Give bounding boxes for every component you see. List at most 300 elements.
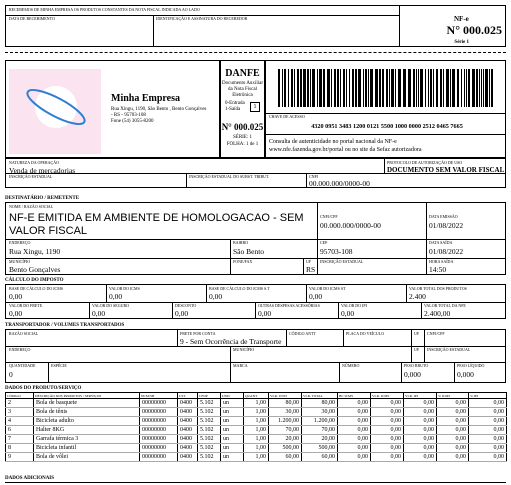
recipient-section-title: DESTINATÁRIO / REMETENTE bbox=[5, 196, 80, 201]
recipient-cep-value: 95703-108 bbox=[320, 247, 353, 256]
product-ncm: 00000000 bbox=[140, 453, 178, 462]
barcode-bar bbox=[389, 69, 390, 107]
barcode-bar bbox=[300, 69, 302, 107]
product-cfop: 5.102 bbox=[198, 435, 221, 444]
barcode-bar bbox=[284, 69, 286, 107]
recipient-cnpj-value: 00.000.000/0000-00 bbox=[320, 221, 381, 230]
additional-box-top bbox=[5, 482, 506, 483]
barcode-bar bbox=[428, 69, 429, 107]
barcode-bar bbox=[379, 69, 381, 107]
product-ncm: 00000000 bbox=[140, 417, 178, 426]
barcode-bar bbox=[291, 69, 293, 107]
barcode-bar bbox=[331, 69, 332, 107]
barcode-bar bbox=[408, 69, 411, 107]
product-unit: un bbox=[221, 435, 244, 444]
product-bc-icms: 0,00 bbox=[338, 417, 371, 426]
barcode-bar bbox=[294, 69, 295, 107]
product-ipi-rate: 0,00 bbox=[469, 399, 507, 408]
barcode-bar bbox=[398, 69, 401, 107]
danfe-tipo-box: 1 bbox=[250, 102, 260, 112]
barcode-bar bbox=[343, 69, 345, 107]
product-unit-price: 20,00 bbox=[269, 435, 302, 444]
tax-ipi-label: VALOR DO IPI bbox=[341, 303, 367, 308]
product-cfop: 5.102 bbox=[198, 408, 221, 417]
product-description: Halter 8KG bbox=[34, 426, 140, 435]
product-row bbox=[6, 444, 507, 453]
product-total: 70,00 bbox=[302, 426, 338, 435]
product-ipi: 0,00 bbox=[404, 444, 437, 453]
barcode-bar bbox=[386, 69, 388, 107]
product-ipi-rate: 0,00 bbox=[469, 453, 507, 462]
carrier-name-label: RAZÃO SOCIAL bbox=[9, 331, 39, 336]
recipient-city-value: Bento Gonçalves bbox=[9, 265, 61, 274]
issue-date-value: 01/08/2022 bbox=[429, 221, 464, 230]
product-ipi-rate: 0,00 bbox=[469, 417, 507, 426]
exit-date-value: 01/08/2022 bbox=[429, 247, 464, 256]
product-description: Bola de vôlei bbox=[34, 453, 140, 462]
product-unit: un bbox=[221, 426, 244, 435]
barcode-bar bbox=[365, 69, 367, 107]
recipient-box bbox=[5, 202, 506, 275]
tax-seguro-label: VALOR DO SEGURO bbox=[92, 303, 130, 308]
tax-total-products-label: VALOR TOTAL DOS PRODUTOS bbox=[409, 286, 467, 291]
product-unit: un bbox=[221, 417, 244, 426]
species-label: ESPÉCIE bbox=[51, 363, 67, 368]
barcode-bar bbox=[425, 69, 426, 107]
barcode-bar bbox=[481, 69, 482, 107]
qty-label: QUANTIDADE bbox=[9, 363, 36, 368]
product-unit-price: 1.200,00 bbox=[269, 417, 302, 426]
product-cst: 0400 bbox=[178, 444, 198, 453]
col-header-bc-icms: BC ICMS bbox=[338, 393, 371, 399]
product-description: Garrafa térmica 3 bbox=[34, 435, 140, 444]
product-total: 30,00 bbox=[302, 408, 338, 417]
tax-bc-st-value: 0,00 bbox=[209, 292, 223, 301]
product-description: Bicicleta adulto bbox=[34, 417, 140, 426]
barcode-bar bbox=[297, 69, 299, 107]
barcode-bar bbox=[483, 69, 484, 107]
barcode-bar bbox=[370, 69, 373, 107]
product-total: 20,00 bbox=[302, 435, 338, 444]
tax-frete-label: VALOR DO FRETE bbox=[9, 303, 43, 308]
barcode-bar bbox=[278, 69, 280, 107]
danfe-desc-3: Eletrônica bbox=[232, 93, 253, 98]
product-icms-rate: 0,00 bbox=[437, 444, 469, 453]
product-ncm: 00000000 bbox=[140, 426, 178, 435]
barcode-bar bbox=[319, 69, 322, 107]
access-key-value: 4320 0951 3483 1200 0121 5500 1000 0000 2512 0465 7665 bbox=[311, 123, 463, 130]
transport-box bbox=[5, 329, 506, 383]
recipient-phone-label: FONE/FAX bbox=[233, 259, 253, 264]
gross-weight-value: 0,000 bbox=[404, 370, 421, 379]
col-header-icms: VLR. ICMS bbox=[371, 393, 404, 399]
product-qty: 1,00 bbox=[244, 417, 269, 426]
tax-outras-value: 0,00 bbox=[258, 309, 272, 318]
receipt-date-label: DATA DE RECEBIMENTO bbox=[9, 16, 55, 21]
tax-icms-label: VALOR DO ICMS bbox=[109, 286, 140, 291]
tax-seguro-value: 0,00 bbox=[92, 309, 106, 318]
issuer-cnpj-value: 00.000.000/0000-00 bbox=[309, 179, 370, 188]
product-bc-icms: 0,00 bbox=[338, 444, 371, 453]
nature-value: Venda de mercadorias bbox=[9, 166, 76, 175]
recipient-district-value: São Bento bbox=[233, 247, 265, 256]
product-icms-rate: 0,00 bbox=[437, 417, 469, 426]
barcode bbox=[278, 69, 494, 107]
recipient-address-value: Rua Xingu, 1190 bbox=[9, 247, 61, 256]
qty-value: 0 bbox=[9, 370, 13, 379]
product-unit-price: 30,00 bbox=[269, 408, 302, 417]
barcode-bar bbox=[395, 69, 396, 107]
barcode-bar bbox=[433, 69, 434, 107]
barcode-bar bbox=[368, 69, 369, 107]
product-cfop: 5.102 bbox=[198, 444, 221, 453]
recipient-city-label: MUNICÍPIO bbox=[9, 259, 31, 264]
barcode-bar bbox=[418, 69, 419, 107]
product-icms-rate: 0,00 bbox=[437, 453, 469, 462]
barcode-bar bbox=[420, 69, 423, 107]
product-icms: 0,00 bbox=[371, 399, 404, 408]
stub-nfe-label: NF-e bbox=[454, 15, 469, 23]
barcode-bar bbox=[312, 69, 315, 107]
product-code: 2 bbox=[6, 399, 34, 408]
recipient-uf-value: RS bbox=[306, 265, 316, 274]
product-bc-icms: 0,00 bbox=[338, 408, 371, 417]
product-bc-icms: 0,00 bbox=[338, 453, 371, 462]
ie-st-label: INSCRIÇÃO ESTADUAL DO SUBST. TRIBUT. bbox=[189, 174, 270, 179]
barcode-bar bbox=[450, 69, 451, 107]
product-icms-rate: 0,00 bbox=[437, 399, 469, 408]
barcode-bar bbox=[472, 69, 475, 107]
barcode-bar bbox=[461, 69, 462, 107]
product-ipi: 0,00 bbox=[404, 417, 437, 426]
product-description: Bola de basquete bbox=[34, 399, 140, 408]
product-ipi: 0,00 bbox=[404, 435, 437, 444]
product-ncm: 00000000 bbox=[140, 399, 178, 408]
product-qty: 1,00 bbox=[244, 444, 269, 453]
recipient-name-label: NOME / RAZÃO SOCIAL bbox=[9, 204, 54, 209]
stub-serie: Série 1 bbox=[454, 40, 469, 45]
product-ipi-rate: 0,00 bbox=[469, 426, 507, 435]
product-unit: un bbox=[221, 453, 244, 462]
product-icms-rate: 0,00 bbox=[437, 435, 469, 444]
barcode-bar bbox=[443, 69, 444, 107]
danfe-title: DANFE bbox=[225, 68, 260, 79]
transport-section-title: TRANSPORTADOR / VOLUMES TRANSPORTADOS bbox=[5, 323, 125, 328]
product-icms: 0,00 bbox=[371, 453, 404, 462]
product-ipi-rate: 0,00 bbox=[469, 408, 507, 417]
brand-label: MARCA bbox=[233, 363, 248, 368]
barcode-bar bbox=[352, 69, 354, 107]
barcode-bar bbox=[476, 69, 478, 107]
product-row bbox=[6, 408, 507, 417]
tax-section-title: CÁLCULO DO IMPOSTO bbox=[5, 278, 64, 283]
barcode-bar bbox=[307, 69, 309, 107]
tax-ipi-value: 0,00 bbox=[341, 309, 355, 318]
product-cfop: 5.102 bbox=[198, 417, 221, 426]
net-weight-value: 0,000 bbox=[457, 370, 474, 379]
product-cst: 0400 bbox=[178, 426, 198, 435]
product-cfop: 5.102 bbox=[198, 453, 221, 462]
receipt-signature-label: IDENTIFICAÇÃO E ASSINATURA DO RECEBEDOR bbox=[156, 16, 248, 21]
danfe-number: N° 000.025 bbox=[221, 122, 264, 132]
product-cfop: 5.102 bbox=[198, 426, 221, 435]
danfe-serie: SÉRIE: 1 bbox=[232, 135, 253, 140]
col-header-ncm: NCM/SH bbox=[140, 393, 178, 399]
receipt-title: RECEBEMOS DE MINHA EMPRESA OS PRODUTOS CONSTANTES DA NOTA FISCAL INDICADA AO LADO bbox=[9, 7, 200, 12]
antt-label: CÓDIGO ANTT bbox=[289, 331, 316, 336]
product-row bbox=[6, 399, 507, 408]
barcode-bar bbox=[327, 69, 330, 107]
receipt-stub bbox=[5, 5, 506, 47]
access-key-box bbox=[265, 60, 506, 158]
product-code: 7 bbox=[6, 435, 34, 444]
col-header-ipi-rate: % IPI bbox=[469, 393, 507, 399]
barcode-bar bbox=[337, 69, 339, 107]
tax-icms-value: 0,00 bbox=[109, 292, 123, 301]
exit-date-label: DATA SAÍDA bbox=[429, 240, 453, 245]
col-header-cst: CST bbox=[178, 393, 198, 399]
product-total: 80,00 bbox=[302, 399, 338, 408]
product-icms: 0,00 bbox=[371, 408, 404, 417]
auth-consult-1: Consulta de autenticidade no portal nacional da NF-e bbox=[269, 139, 397, 145]
net-weight-label: PESO LÍQUIDO bbox=[457, 363, 485, 368]
product-cst: 0400 bbox=[178, 417, 198, 426]
product-qty: 1,00 bbox=[244, 399, 269, 408]
barcode-bar bbox=[440, 69, 442, 107]
barcode-bar bbox=[323, 69, 325, 107]
protocol-value: DOCUMENTO SEM VALOR FISCAL bbox=[387, 166, 505, 174]
barcode-bar bbox=[489, 69, 490, 107]
tax-total-nfe-label: VALOR TOTAL DA NFE bbox=[424, 303, 466, 308]
access-key-label: CHAVE DE ACESSO bbox=[269, 114, 305, 119]
barcode-bar bbox=[310, 69, 311, 107]
company-phone: Fone (54) 3055-8200 bbox=[111, 119, 154, 124]
barcode-bar bbox=[457, 69, 459, 107]
recipient-uf-label: UF bbox=[306, 259, 312, 264]
product-row bbox=[6, 435, 507, 444]
product-qty: 1,00 bbox=[244, 408, 269, 417]
barcode-bar bbox=[413, 69, 415, 107]
gross-weight-label: PESO BRUTO bbox=[404, 363, 429, 368]
product-cst: 0400 bbox=[178, 435, 198, 444]
barcode-bar bbox=[363, 69, 364, 107]
issuer-cnpj-label: CNPJ bbox=[309, 174, 319, 179]
tax-box bbox=[5, 284, 506, 319]
barcode-bar bbox=[334, 69, 336, 107]
barcode-bar bbox=[430, 69, 432, 107]
issue-date-label: DATA EMISSÃO bbox=[429, 214, 458, 219]
col-header-ipi: VLR. IPI bbox=[404, 393, 437, 399]
exit-time-value: 14:50 bbox=[429, 265, 447, 274]
product-ipi-rate: 0,00 bbox=[469, 435, 507, 444]
product-cst: 0400 bbox=[178, 453, 198, 462]
recipient-name-line-1: NF-E EMITIDA EM AMBIENTE DE HOMOLOGACAO - SEM bbox=[9, 212, 304, 224]
tax-bc-st-label: BASE DE CÁLCULO DO ICMS S.T bbox=[209, 286, 270, 291]
product-cfop: 5.102 bbox=[198, 399, 221, 408]
product-bc-icms: 0,00 bbox=[338, 426, 371, 435]
recipient-cep-label: CEP bbox=[320, 240, 328, 245]
tax-bc-icms-value: 0,00 bbox=[9, 292, 23, 301]
product-total: 60,00 bbox=[302, 453, 338, 462]
product-icms: 0,00 bbox=[371, 435, 404, 444]
stub-cut-line bbox=[5, 52, 506, 53]
barcode-bar bbox=[403, 69, 406, 107]
carrier-ie-label: INSCRIÇÃO ESTADUAL bbox=[427, 347, 471, 352]
danfe-saida: 1-Saída bbox=[225, 107, 241, 112]
barcode-bar bbox=[340, 69, 341, 107]
barcode-bar bbox=[303, 69, 306, 107]
tax-icms-st-value: 0,00 bbox=[309, 292, 323, 301]
number-label: NÚMERO bbox=[342, 363, 360, 368]
tax-outras-label: OUTRAS DESPESAS ACESSÓRIAS bbox=[258, 303, 320, 308]
tax-frete-value: 0,00 bbox=[9, 309, 23, 318]
company-address: Rua Xingu, 1190, São Bento , Bento Gonçalves bbox=[111, 107, 207, 112]
col-header-total: VLR. TOTAL bbox=[302, 393, 338, 399]
product-cst: 0400 bbox=[178, 399, 198, 408]
product-unit: un bbox=[221, 408, 244, 417]
danfe-entrada: 0-Entrada bbox=[225, 101, 245, 106]
barcode-bar bbox=[355, 69, 357, 107]
col-header-qty: QUANT bbox=[244, 393, 269, 399]
product-ipi: 0,00 bbox=[404, 399, 437, 408]
product-code: 8 bbox=[6, 444, 34, 453]
carrier-city-label: MUNICÍPIO bbox=[233, 347, 255, 352]
barcode-bar bbox=[466, 69, 467, 107]
product-total: 500,00 bbox=[302, 444, 338, 453]
product-code: 3 bbox=[6, 408, 34, 417]
auth-consult-2: www.nfe.fazenda.gov.br/portal ou no site da Sefaz autorizadora bbox=[269, 147, 422, 153]
product-unit-price: 70,00 bbox=[269, 426, 302, 435]
product-code: 4 bbox=[6, 417, 34, 426]
product-qty: 1,00 bbox=[244, 453, 269, 462]
barcode-bar bbox=[479, 69, 480, 107]
product-qty: 1,00 bbox=[244, 426, 269, 435]
barcode-bar bbox=[375, 69, 378, 107]
product-unit: un bbox=[221, 444, 244, 453]
recipient-address-label: ENDEREÇO bbox=[9, 240, 31, 245]
danfe-desc-1: Documento Auxiliar bbox=[222, 81, 263, 86]
barcode-bar bbox=[349, 69, 350, 107]
product-unit: un bbox=[221, 399, 244, 408]
product-unit-price: 80,00 bbox=[269, 399, 302, 408]
product-code: 9 bbox=[6, 453, 34, 462]
barcode-bar bbox=[358, 69, 361, 107]
barcode-bar bbox=[317, 69, 318, 107]
carrier-cnpj-label: CNPJ/CPF bbox=[427, 331, 445, 336]
product-row bbox=[6, 417, 507, 426]
freight-value: 9 - Sem Ocorrência de Transporte bbox=[180, 337, 282, 346]
product-icms-rate: 0,00 bbox=[437, 426, 469, 435]
product-ipi: 0,00 bbox=[404, 453, 437, 462]
product-code: 6 bbox=[6, 426, 34, 435]
product-qty: 1,00 bbox=[244, 435, 269, 444]
barcode-bar bbox=[468, 69, 470, 107]
col-header-unit: UND bbox=[221, 393, 244, 399]
issuer-box bbox=[5, 60, 220, 158]
tax-total-nfe-value: 2.400,00 bbox=[424, 309, 451, 318]
product-icms: 0,00 bbox=[371, 444, 404, 453]
barcode-bar bbox=[391, 69, 394, 107]
product-row bbox=[6, 453, 507, 462]
barcode-bar bbox=[485, 69, 488, 107]
tax-bc-icms-label: BASE DE CÁLCULO DO ICMS bbox=[9, 286, 64, 291]
product-ncm: 00000000 bbox=[140, 444, 178, 453]
product-ncm: 00000000 bbox=[140, 408, 178, 417]
carrier-uf2-label: UF bbox=[414, 347, 420, 352]
nature-box bbox=[5, 158, 506, 188]
carrier-address-label: ENDEREÇO bbox=[9, 347, 31, 352]
barcode-bar bbox=[491, 69, 493, 107]
product-icms: 0,00 bbox=[371, 417, 404, 426]
ie-label: INSCRIÇÃO ESTADUAL bbox=[9, 174, 53, 179]
danfe-folha: FOLHA: 1 de 1 bbox=[226, 142, 259, 147]
product-ipi: 0,00 bbox=[404, 408, 437, 417]
recipient-ie-label: INSCRIÇÃO ESTADUAL bbox=[320, 259, 364, 264]
company-city: - RS - 95703-108 bbox=[111, 113, 146, 118]
barcode-bar bbox=[416, 69, 417, 107]
barcode-bar bbox=[446, 69, 449, 107]
product-total: 1.200,00 bbox=[302, 417, 338, 426]
products-table bbox=[5, 392, 507, 462]
product-description: Bicicleta infantil bbox=[34, 444, 140, 453]
freight-label: FRETE POR CONTA bbox=[180, 331, 216, 336]
barcode-bar bbox=[464, 69, 465, 107]
product-unit-price: 500,00 bbox=[269, 444, 302, 453]
tax-desconto-label: DESCONTO bbox=[175, 303, 197, 308]
barcode-bar bbox=[346, 69, 347, 107]
danfe-box bbox=[220, 60, 265, 158]
product-row bbox=[6, 426, 507, 435]
col-header-description: DESCRIÇÃO DOS PRODUTOS / SERVIÇOS bbox=[34, 393, 140, 399]
col-header-cfop: CFOP bbox=[198, 393, 221, 399]
carrier-uf-label: UF bbox=[414, 331, 420, 336]
barcode-bar bbox=[436, 69, 438, 107]
recipient-name-line-2: VALOR FISCAL bbox=[9, 225, 88, 237]
barcode-bar bbox=[452, 69, 455, 107]
protocol-label: PROTOCOLO DE AUTORIZAÇÃO DE USO bbox=[387, 160, 463, 165]
product-ipi-rate: 0,00 bbox=[469, 444, 507, 453]
nature-label: NATUREZA DA OPERAÇÃO bbox=[9, 160, 60, 165]
product-unit-price: 60,00 bbox=[269, 453, 302, 462]
col-header-code: CÓDIGO bbox=[6, 393, 34, 399]
product-bc-icms: 0,00 bbox=[338, 435, 371, 444]
exit-time-label: HORA SAÍDA bbox=[429, 259, 454, 264]
plate-label: PLACA DO VEÍCULO bbox=[346, 331, 385, 336]
tax-icms-st-label: VALOR DO ICMS ST bbox=[309, 286, 346, 291]
tax-desconto-value: 0,00 bbox=[175, 309, 189, 318]
company-logo bbox=[9, 69, 101, 154]
stub-nfe-number: N° 000.025 bbox=[446, 23, 502, 37]
product-ncm: 00000000 bbox=[140, 435, 178, 444]
products-section-title: DADOS DO PRODUTO/SERVIÇO bbox=[5, 386, 82, 391]
col-header-unit-price: VLR. UNIT bbox=[269, 393, 302, 399]
product-icms-rate: 0,00 bbox=[437, 408, 469, 417]
company-name: Minha Empresa bbox=[111, 93, 180, 104]
barcode-bar bbox=[382, 69, 384, 107]
additional-section-title: DADOS ADICIONAIS bbox=[5, 476, 55, 481]
product-ipi: 0,00 bbox=[404, 426, 437, 435]
barcode-bar bbox=[282, 69, 283, 107]
product-icms: 0,00 bbox=[371, 426, 404, 435]
tax-total-products-value: 2.400 bbox=[409, 292, 426, 301]
barcode-bar bbox=[288, 69, 289, 107]
col-header-icms-rate: % ICMS bbox=[437, 393, 469, 399]
product-description: Bola de tênis bbox=[34, 408, 140, 417]
product-bc-icms: 0,00 bbox=[338, 399, 371, 408]
recipient-cnpj-label: CNPJ/CPF bbox=[320, 214, 338, 219]
danfe-desc-2: da Nota Fiscal bbox=[228, 87, 257, 92]
recipient-district-label: BAIRRO bbox=[233, 240, 249, 245]
